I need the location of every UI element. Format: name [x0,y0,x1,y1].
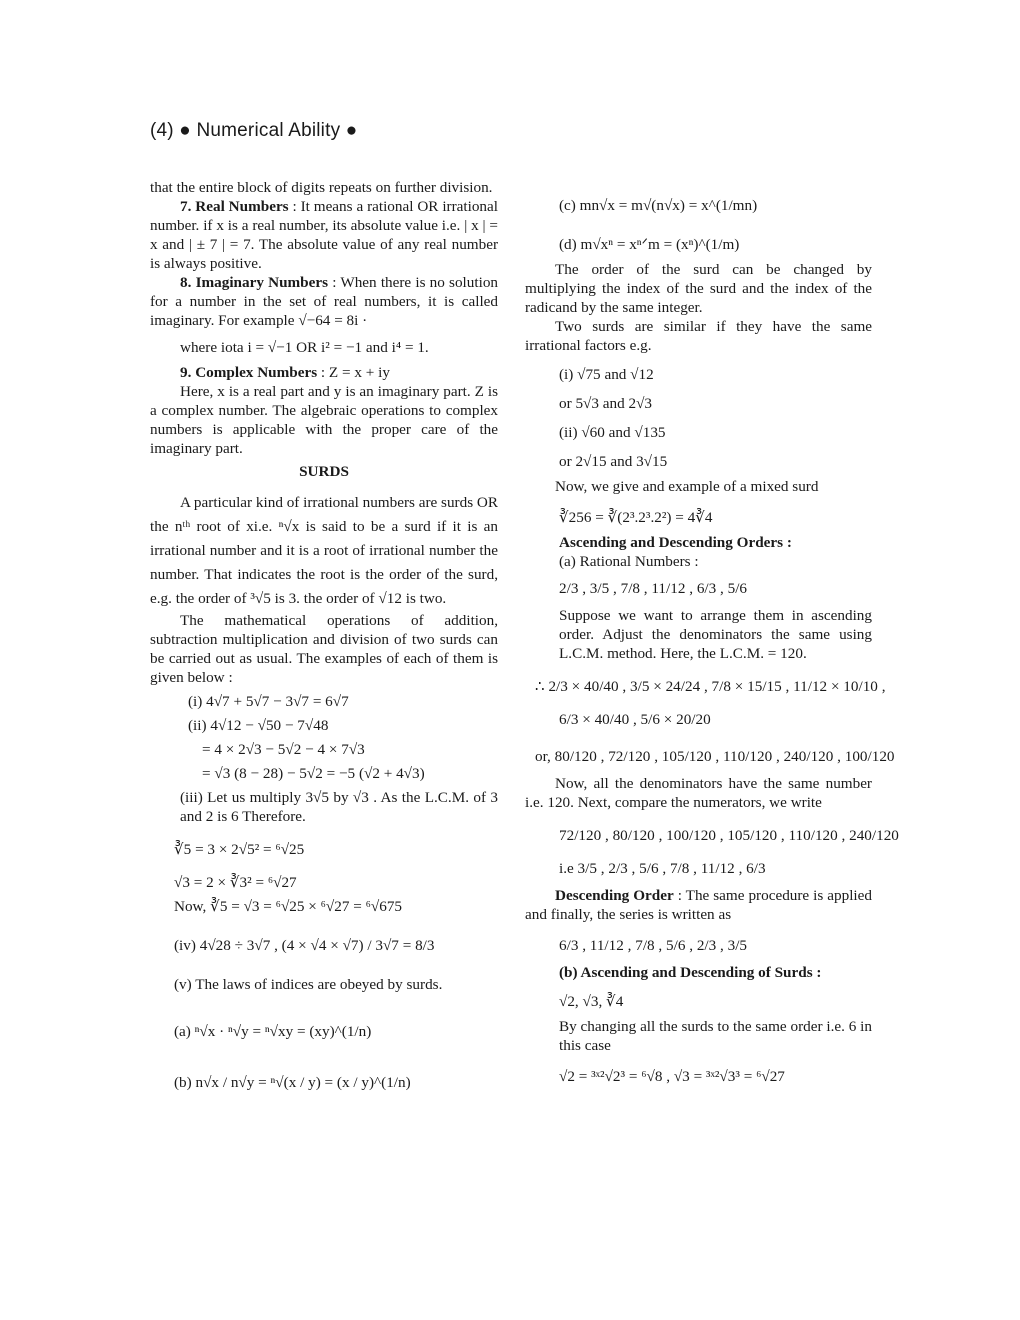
law-b: (b) n√x / n√y = ⁿ√(x / y) = (x / y)^(1/n) [174,1074,411,1091]
similar-surds-example: (i) √75 and √12 [559,366,654,383]
paragraph: Here, x is a real part and y is an imaginary part. Z is a complex number. The algebraic operations to complex numbers is applicable with the proper care of the imaginary part. [150,383,498,457]
surds-list: √2, √3, ∛4 [559,993,624,1010]
subsection-heading: Ascending and Descending Orders : [559,534,792,551]
fraction-row: 6/3 × 40/40 , 5/6 × 20/20 [559,711,711,728]
example-3: (iii) Let us multiply 3√5 by √3 . As the L.C.M. of 3 and 2 is 6 Therefore. [180,789,498,825]
imaginary-numbers-paragraph [150,273,498,330]
mixed-surd-example: ∛256 = ∛(2³.2³.2²) = 4∛4 [559,509,713,526]
law-d: (d) m√xⁿ = xⁿᐟm = (xⁿ)^(1/m) [559,236,740,253]
surds-same-order: √2 = ³ˣ²√2³ = ⁶√8 , √3 = ³ˣ²√3³ = ⁶√27 [559,1068,785,1085]
law-c: (c) mn√x = m√(n√x) = x^(1/mn) [559,197,758,214]
paragraph: Suppose we want to arrange them in ascending order. Adjust the denominators the same using L.C.M. method. Here, the L.C.M. = 120. [559,607,872,662]
right-column [525,178,899,1092]
fraction-row: 2/3 , 3/5 , 7/8 , 11/12 , 6/3 , 5/6 [559,580,748,597]
paragraph: Now, we give and example of a mixed surd [555,478,819,495]
example-5: (v) The laws of indices are obeyed by surds. [174,976,443,993]
descending-order-heading: Descending Order [555,887,674,904]
fraction-row: 6/3 , 11/12 , 7/8 , 5/6 , 2/3 , 3/5 [559,937,748,954]
imaginary-numbers-heading: 8. Imaginary Numbers [180,274,329,291]
example-3-step: Now, ∛5 = √3 = ⁶√25 × ⁶√27 = ⁶√675 [174,898,403,915]
paragraph: Two surds are similar if they have the same irrational factors e.g. [525,318,872,354]
complex-numbers-text: : Z = x + iy [317,364,390,381]
subsection-label: (a) Rational Numbers : [559,553,699,570]
example-1: (i) 4√7 + 5√7 − 3√7 = 6√7 [188,693,349,710]
example-3-step: √3 = 2 × ∛3² = ⁶√27 [174,874,297,891]
law-a: (a) ⁿ√x · ⁿ√y = ⁿ√xy = (xy)^(1/n) [174,1023,372,1040]
complex-numbers-heading: 9. Complex Numbers [180,364,318,381]
similar-surds-example: or 5√3 and 2√3 [559,395,653,412]
example-2-step: = √3 (8 − 28) − 5√2 = −5 (√2 + 4√3) [202,765,425,782]
real-numbers-text: : It means a rational OR irrational number. if x is a real number, its absolute value i.e. | x | = x and | ± 7 | = 7. The absolute value of any real number is always positive. [150,198,498,272]
paragraph: By changing all the surds to the same order i.e. 6 in this case [559,1018,872,1054]
real-numbers-heading: 7. Real Numbers [180,198,289,215]
fraction-row: or, 80/120 , 72/120 , 105/120 , 110/120 , 240/120 , 100/120 [535,748,895,765]
iota-definition: where iota i = √−1 OR i² = −1 and i⁴ = 1. [180,339,429,356]
paragraph: The order of the surd can be changed by multiplying the index of the surd and the index of the radicand by the same integer. [525,261,872,316]
example-2: (ii) 4√12 − √50 − 7√48 [188,717,329,734]
left-column [150,178,498,1097]
paragraph: Now, all the denominators have the same number i.e. 120. Next, compare the numerators, we write [525,775,872,811]
fraction-row: 72/120 , 80/120 , 100/120 , 105/120 , 110/120 , 240/120 [559,827,899,844]
similar-surds-example: or 2√15 and 3√15 [559,453,668,470]
paragraph: The mathematical operations of addition, subtraction multiplication and division of two surds can be carried out as usual. The examples of each of them is given below : [150,612,498,686]
descending-order-paragraph: Descending Order : The same procedure is applied and finally, the series is written as [525,887,872,923]
example-4: (iv) 4√28 ÷ 3√7 , (4 × √4 × √7) / 3√7 = 8/3 [174,937,435,954]
example-2-step: = 4 × 2√3 − 5√2 − 4 × 7√3 [202,741,365,758]
fraction-row: ∴ 2/3 × 40/40 , 3/5 × 24/24 , 7/8 × 15/15 , 11/12 × 10/10 , [535,678,886,695]
running-header: (4) ● Numerical Ability ● [150,120,358,141]
section-heading-surds: SURDS [299,463,349,480]
complex-numbers-paragraph [150,363,498,382]
real-numbers-paragraph [150,197,498,273]
similar-surds-example: (ii) √60 and √135 [559,424,666,441]
imaginary-numbers-text: : When there is no solution for a number in the set of real numbers, it is called imaginary. For example √−64 = 8i · [150,274,499,329]
paragraph: that the entire block of digits repeats on further division. [150,179,493,196]
fraction-row: i.e 3/5 , 2/3 , 5/6 , 7/8 , 11/12 , 6/3 [559,860,766,877]
example-3-step: ∛5 = 3 × 2√5² = ⁶√25 [174,841,305,858]
paragraph: A particular kind of irrational numbers are surds OR the nᵗʰ root of xi.e. ⁿ√x is said to be a surd if it is an irrational number and it is a root of irrational number the number. That indicates the root is the order of the surd, e.g. the order of ³√5 is 3. the order of √12 is two. [150,494,499,607]
subsection-heading: (b) Ascending and Descending of Surds : [559,964,822,981]
